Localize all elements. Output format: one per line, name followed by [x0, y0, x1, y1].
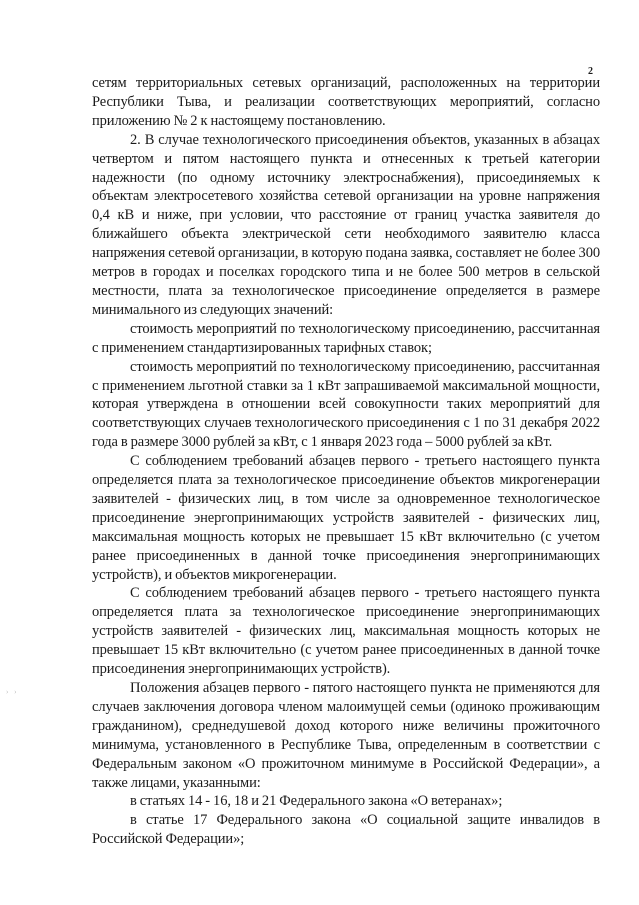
paragraph-clause-2: 2. В случае технологического присоединения объектов, указанных в абзацах четвертом и пятом настоящего пункта и отнесенных к третьей категории надежности (по одному источнику электроснабжения), присоединяемых к объектам электросетевого хозяйства сетевой организации на уровне напряжения 0,4 кВ и ниже, при условии, что расстояние от границ участка заявителя до ближайшего объекта электрической сети необходимого заявителю класса напряжения сетевой организации, в которую подана заявка, составляет не более 300 метров в городах и поселках городского типа и не более 500 метров в сельской местности, плата за технологическое присоединение определяется в размере минимального из следующих значений: — [92, 131, 600, 318]
paragraph-preferential-rate: стоимость мероприятий по технологическому присоединению, рассчитанная с применением льготной ставки за 1 кВт запрашиваемой максимальной мощности, которая утверждена в отношении всей совокупности таких мероприятий для соответствующих случаев технологического присоединения с 1 по 31 декабря 2022 года в размере 3000 рублей за кВт, с 1 января 2023 года – 5000 рублей за кВт. — [92, 358, 600, 451]
paragraph-standard-rates: стоимость мероприятий по технологическому присоединению, рассчитанная с применением стандартизированных тарифных ставок; — [92, 320, 600, 356]
paragraph-disability-law: в статье 17 Федерального закона «О социальной защите инвалидов в Российской Федерации»; — [92, 812, 600, 848]
paragraph-individuals: С соблюдением требований абзацев первого - третьего настоящего пункта определяется плата за технологическое присоединение энергопринимающих устройств заявителей - физических лиц, максимальная мощность которых не превышает 15 кВт включительно (с учетом ранее присоединенных в данной точке присоединения энергопринимающих устройств). — [92, 585, 600, 678]
margin-mark: › › — [6, 688, 19, 696]
paragraph-veterans-law: в статьях 14 - 16, 18 и 21 Федерального закона «О ветеранах»; — [130, 793, 503, 810]
page-number: 2 — [588, 66, 593, 77]
document-body — [92, 74, 600, 849]
paragraph-microgeneration: С соблюдением требований абзацев первого - третьего настоящего пункта определяется плата за технологическое присоединение объектов микрогенерации заявителей - физических лиц, в том числе за одновременное технологическое присоединение энергопринимающих устройств заявителей - физических лиц, максимальная мощность которых не превышает 15 кВт включительно (с учетом ранее присоединенных в данной точке присоединения энергопринимающих устройств), и объектов микрогенерации. — [92, 453, 600, 583]
paragraph-continuation: сетям территориальных сетевых организаций, расположенных на территории Республики Тыва, и реализации соответствующих мероприятий, согласно приложению № 2 к настоящему постановлению. — [92, 75, 600, 129]
paragraph-exceptions: Положения абзацев первого - пятого настоящего пункта не применяются для случаев заключения договора членом малоимущей семьи (одиноко проживающим гражданином), среднедушевой доход которого ниже величины прожиточного минимума, установленного в Республике Тыва, определенным в соответствии с Федеральным законом «О прожиточном минимуме в Российской Федерации», а также лицами, указанными: — [92, 680, 600, 791]
